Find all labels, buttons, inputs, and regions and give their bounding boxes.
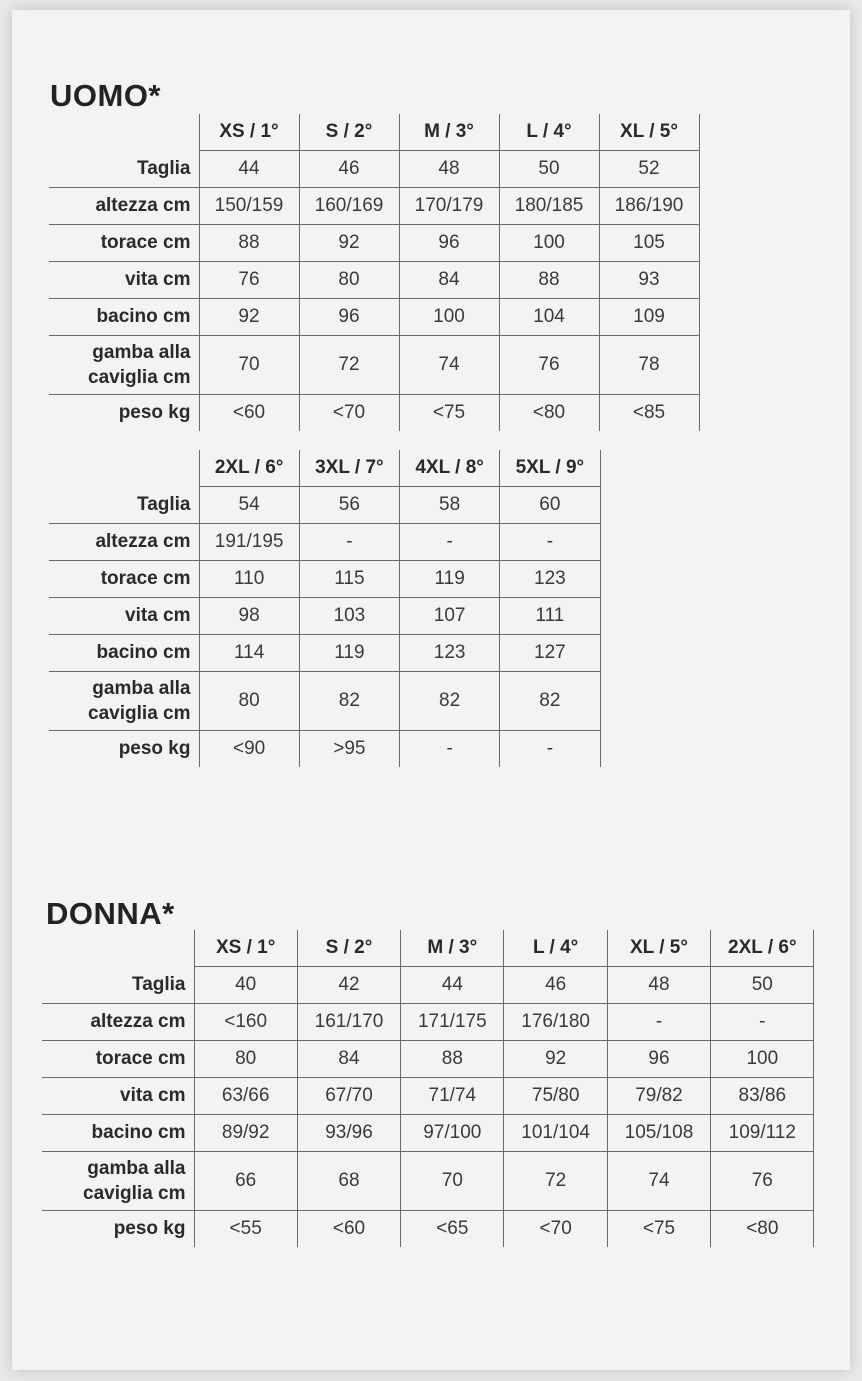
table-cell: 84: [297, 1041, 400, 1078]
table-row: [42, 1041, 814, 1078]
table-cell: 100: [399, 299, 499, 336]
table-cell: 88: [499, 262, 599, 299]
table-cell: 104: [499, 299, 599, 336]
table-cell: 76: [711, 1152, 814, 1211]
row-label: vita cm: [49, 262, 199, 299]
table-cell: 88: [199, 225, 299, 262]
table-cell: 82: [500, 672, 600, 731]
row-label: altezza cm: [49, 524, 199, 561]
column-header: M / 3°: [401, 930, 504, 967]
table-row: [49, 731, 600, 768]
table-cell: 74: [607, 1152, 710, 1211]
table-cell: 107: [400, 598, 500, 635]
uomo-title: UOMO*: [50, 78, 161, 113]
table-cell: 80: [199, 672, 299, 731]
table-cell: 75/80: [504, 1078, 607, 1115]
table-cell: 180/185: [499, 188, 599, 225]
table-cell: <55: [194, 1211, 297, 1248]
table-cell: 191/195: [199, 524, 299, 561]
donna-title: DONNA*: [46, 896, 175, 931]
table-cell: <75: [399, 395, 499, 432]
table-cell: 160/169: [299, 188, 399, 225]
row-label: bacino cm: [49, 635, 199, 672]
table-cell: 76: [199, 262, 299, 299]
column-header: 2XL / 6°: [711, 930, 814, 967]
row-label: peso kg: [42, 1211, 194, 1248]
uomo-size-table-2: [49, 450, 601, 767]
table-cell: 115: [299, 561, 399, 598]
table-cell: 98: [199, 598, 299, 635]
table-cell: 93/96: [297, 1115, 400, 1152]
row-label: altezza cm: [42, 1004, 194, 1041]
table-row: [49, 225, 699, 262]
table-cell: 54: [199, 487, 299, 524]
row-label: torace cm: [49, 561, 199, 598]
row-label: gamba alla caviglia cm: [49, 336, 199, 395]
table-cell: 44: [199, 151, 299, 188]
table-row: [49, 336, 699, 395]
table-cell: 70: [401, 1152, 504, 1211]
table-cell: <160: [194, 1004, 297, 1041]
row-label: Taglia: [42, 967, 194, 1004]
table-cell: 82: [400, 672, 500, 731]
row-label: vita cm: [49, 598, 199, 635]
table-cell: 48: [399, 151, 499, 188]
table-cell: 150/159: [199, 188, 299, 225]
table-cell: 186/190: [599, 188, 699, 225]
row-label: gamba alla caviglia cm: [49, 672, 199, 731]
column-header: XL / 5°: [607, 930, 710, 967]
table-row: [49, 598, 600, 635]
row-label: torace cm: [42, 1041, 194, 1078]
table-row: [49, 151, 699, 188]
table-cell: -: [299, 524, 399, 561]
table-cell: 44: [401, 967, 504, 1004]
table-cell: 89/92: [194, 1115, 297, 1152]
row-label: peso kg: [49, 731, 199, 768]
table-cell: 111: [500, 598, 600, 635]
column-header: L / 4°: [499, 114, 599, 151]
column-header: 4XL / 8°: [400, 450, 500, 487]
table-row: [49, 635, 600, 672]
table-cell: <75: [607, 1211, 710, 1248]
table-row: [49, 262, 699, 299]
table-cell: 50: [499, 151, 599, 188]
donna-size-table: [42, 930, 814, 1247]
table-cell: 93: [599, 262, 699, 299]
table-cell: 100: [711, 1041, 814, 1078]
table-cell: 96: [399, 225, 499, 262]
row-label: vita cm: [42, 1078, 194, 1115]
table-cell: 88: [401, 1041, 504, 1078]
row-label: torace cm: [49, 225, 199, 262]
table-cell: 70: [199, 336, 299, 395]
table-cell: 127: [500, 635, 600, 672]
table-cell: -: [607, 1004, 710, 1041]
table-cell: 76: [499, 336, 599, 395]
table-cell: -: [400, 731, 500, 768]
table-cell: 109: [599, 299, 699, 336]
table-cell: 92: [504, 1041, 607, 1078]
table-row: [49, 299, 699, 336]
table-cell: <90: [199, 731, 299, 768]
column-header: L / 4°: [504, 930, 607, 967]
table-cell: -: [500, 731, 600, 768]
table-cell: 42: [297, 967, 400, 1004]
table-cell: 103: [299, 598, 399, 635]
table-row: [42, 1115, 814, 1152]
size-chart-page: [12, 10, 850, 1370]
table-row: [42, 1152, 814, 1211]
table-cell: <85: [599, 395, 699, 432]
table-cell: 68: [297, 1152, 400, 1211]
column-header: 3XL / 7°: [299, 450, 399, 487]
row-label: bacino cm: [42, 1115, 194, 1152]
table-cell: 79/82: [607, 1078, 710, 1115]
table-cell: 119: [299, 635, 399, 672]
table-cell: 119: [400, 561, 500, 598]
corner-cell: [42, 930, 194, 967]
table-cell: 71/74: [401, 1078, 504, 1115]
table-cell: 96: [299, 299, 399, 336]
table-cell: 110: [199, 561, 299, 598]
table-row: [42, 967, 814, 1004]
row-label: peso kg: [49, 395, 199, 432]
table-cell: 83/86: [711, 1078, 814, 1115]
table-cell: 82: [299, 672, 399, 731]
table-cell: 176/180: [504, 1004, 607, 1041]
corner-cell: [49, 450, 199, 487]
table-cell: 97/100: [401, 1115, 504, 1152]
table-cell: 46: [504, 967, 607, 1004]
table-row: [42, 1211, 814, 1248]
table-row: [49, 487, 600, 524]
table-cell: 105/108: [607, 1115, 710, 1152]
table-cell: 58: [400, 487, 500, 524]
row-label: altezza cm: [49, 188, 199, 225]
table-cell: <60: [199, 395, 299, 432]
table-cell: >95: [299, 731, 399, 768]
table-cell: 123: [400, 635, 500, 672]
column-header: M / 3°: [399, 114, 499, 151]
column-header: XS / 1°: [199, 114, 299, 151]
table-cell: 78: [599, 336, 699, 395]
column-header: XL / 5°: [599, 114, 699, 151]
table-cell: 50: [711, 967, 814, 1004]
table-cell: 48: [607, 967, 710, 1004]
table-cell: <70: [504, 1211, 607, 1248]
table-cell: 92: [299, 225, 399, 262]
table-cell: 52: [599, 151, 699, 188]
table-row: [49, 395, 699, 432]
table-cell: 46: [299, 151, 399, 188]
table-row: [49, 524, 600, 561]
column-header: XS / 1°: [194, 930, 297, 967]
column-header: S / 2°: [297, 930, 400, 967]
table-cell: 100: [499, 225, 599, 262]
table-cell: 105: [599, 225, 699, 262]
column-header: 2XL / 6°: [199, 450, 299, 487]
table-row: [49, 672, 600, 731]
table-cell: 66: [194, 1152, 297, 1211]
table-cell: -: [500, 524, 600, 561]
table-cell: 40: [194, 967, 297, 1004]
table-cell: 72: [504, 1152, 607, 1211]
uomo-size-table-1: [49, 114, 700, 431]
column-header: 5XL / 9°: [500, 450, 600, 487]
table-cell: 123: [500, 561, 600, 598]
table-row: [42, 1078, 814, 1115]
table-cell: 161/170: [297, 1004, 400, 1041]
table-cell: 72: [299, 336, 399, 395]
table-cell: <80: [499, 395, 599, 432]
row-label: Taglia: [49, 151, 199, 188]
table-cell: <60: [297, 1211, 400, 1248]
table-cell: 109/112: [711, 1115, 814, 1152]
table-cell: 92: [199, 299, 299, 336]
table-cell: 74: [399, 336, 499, 395]
header-row: [49, 450, 600, 487]
table-cell: 63/66: [194, 1078, 297, 1115]
table-cell: 171/175: [401, 1004, 504, 1041]
table-cell: 67/70: [297, 1078, 400, 1115]
table-cell: -: [711, 1004, 814, 1041]
column-header: S / 2°: [299, 114, 399, 151]
table-cell: <80: [711, 1211, 814, 1248]
table-cell: <70: [299, 395, 399, 432]
corner-cell: [49, 114, 199, 151]
table-cell: 101/104: [504, 1115, 607, 1152]
table-cell: 114: [199, 635, 299, 672]
header-row: [49, 114, 699, 151]
table-row: [49, 188, 699, 225]
row-label: Taglia: [49, 487, 199, 524]
table-cell: 80: [299, 262, 399, 299]
table-cell: 84: [399, 262, 499, 299]
table-cell: 170/179: [399, 188, 499, 225]
table-cell: 60: [500, 487, 600, 524]
table-cell: -: [400, 524, 500, 561]
header-row: [42, 930, 814, 967]
table-cell: 56: [299, 487, 399, 524]
table-row: [49, 561, 600, 598]
row-label: gamba alla caviglia cm: [42, 1152, 194, 1211]
table-cell: <65: [401, 1211, 504, 1248]
row-label: bacino cm: [49, 299, 199, 336]
table-cell: 80: [194, 1041, 297, 1078]
table-row: [42, 1004, 814, 1041]
table-cell: 96: [607, 1041, 710, 1078]
